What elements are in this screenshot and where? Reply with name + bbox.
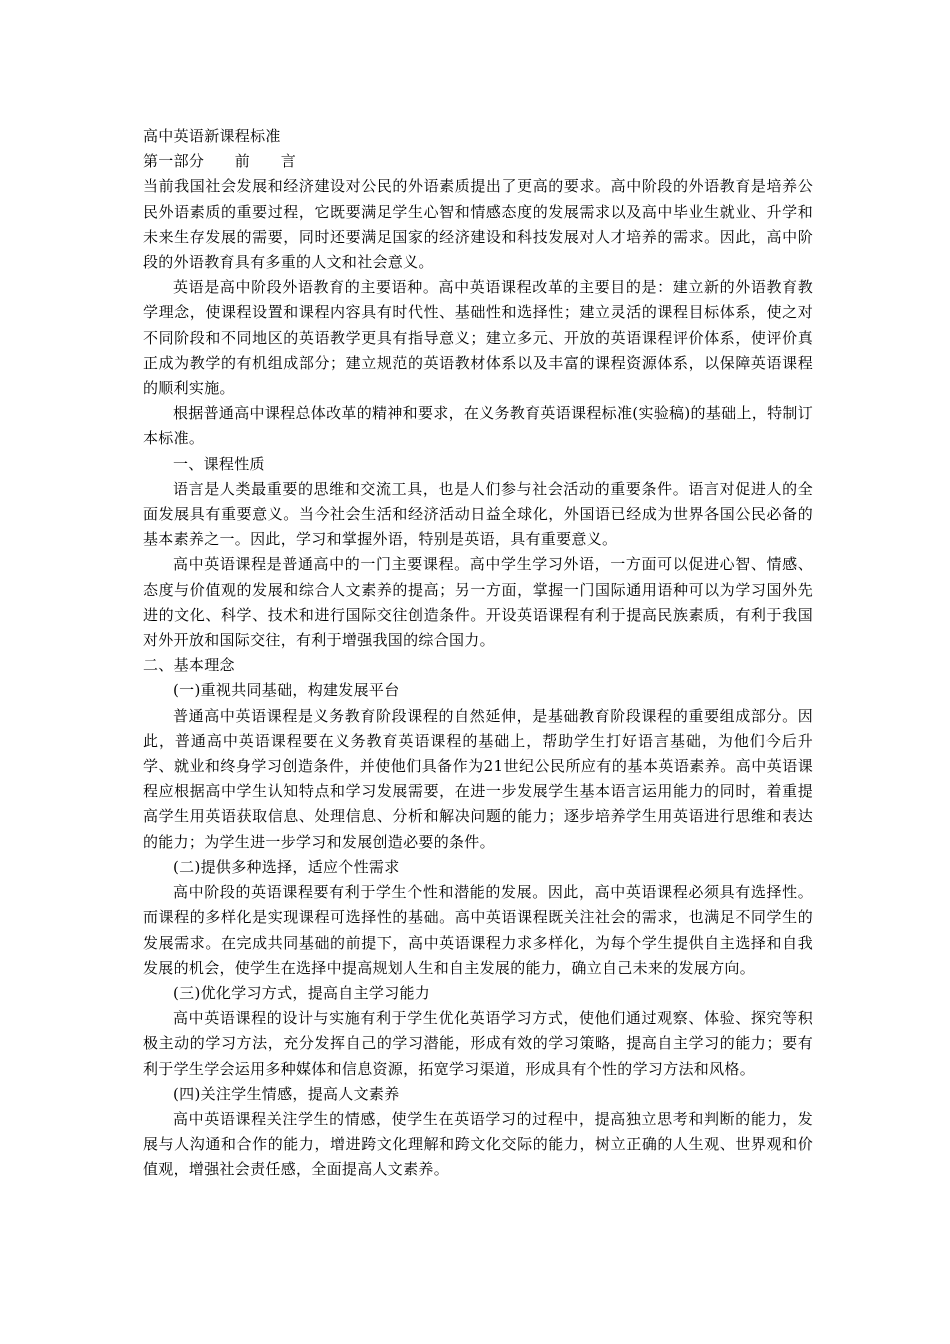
document-body: [143, 124, 813, 1183]
document-title: 高中英语新课程标准: [143, 127, 281, 145]
paragraph-language-importance: 语言是人类最重要的思维和交流工具，也是人们参与社会活动的重要条件。语言对促进人的全面发展具有重要意义。当今社会生活和经济活动日益全球化，外国语已经成为世界各国公民必备的基本素养之一。因此，学习和掌握外语，特别是英语，具有重要意义。: [143, 479, 813, 549]
paragraph-learning-methods: 高中英语课程的设计与实施有利于学生优化英语学习方式，使他们通过观察、体验、探究等积极主动的学习方法，充分发挥自己的学习潜能，形成有效的学习策略，提高自主学习的能力；要有利于学生学会运用多种媒体和信息资源，拓宽学习渠道，形成具有个性的学习方法和风格。: [143, 1009, 813, 1078]
paragraph-student-emotions: 高中英语课程关注学生的情感，使学生在英语学习的过程中，提高独立思考和判断的能力，发展与人沟通和合作的能力，增进跨文化理解和跨文化交际的能力，树立正确的人生观、世界观和价值观，增强社会责任感，全面提高人文素养。: [143, 1109, 813, 1179]
section-heading-course-nature: 一、课程性质: [173, 454, 265, 473]
section-heading-basic-concepts: 二、基本理念: [143, 656, 235, 675]
paragraph-basis: 根据普通高中课程总体改革的精神和要求，在义务教育英语课程标准(实验稿)的基础上，特制订本标准。: [143, 404, 813, 448]
part-heading: 第一部分 前 言: [143, 152, 297, 171]
paragraph-reform-goals: 英语是高中阶段外语教育的主要语种。高中英语课程改革的主要目的是：建立新的外语教育教学理念，使课程设置和课程内容具有时代性、基础性和选择性；建立灵活的课程目标体系，使之对不同阶段和不同地区的英语教学更具有指导意义；建立多元、开放的英语课程评价体系，使评价真正成为教学的有机组成部分；建立规范的英语教材体系以及丰富的课程资源体系，以保障英语课程的顺利实施。: [143, 278, 813, 398]
subheading-student-emotions: (四)关注学生情感，提高人文素养: [173, 1084, 400, 1103]
paragraph-course-role: 高中英语课程是普通高中的一门主要课程。高中学生学习外语，一方面可以促进心智、情感、态度与价值观的发展和综合人文素养的提高；另一方面，掌握一门国际通用语种可以为学习国外先进的文化、科学、技术和进行国际交往创造条件。开设英语课程有利于提高民族素质，有利于我国对外开放和国际交往，有利于增强我国的综合国力。: [143, 555, 813, 650]
paragraph-common-foundation: 普通高中英语课程是义务教育阶段课程的自然延伸，是基础教育阶段课程的重要组成部分。因此，普通高中英语课程要在义务教育英语课程的基础上，帮助学生打好语言基础，为他们今后升学、就业和终身学习创造条件，并使他们具备作为21世纪公民所应有的基本英语素养。高中英语课程应根据高中学生认知特点和学习发展需要，在进一步发展学生基本语言运用能力的同时，着重提高学生用英语获取信息、处理信息、分析和解决问题的能力；逐步培养学生用英语进行思维和表达的能力；为学生进一步学习和发展创造必要的条件。: [143, 706, 813, 851]
subheading-multiple-choices: (二)提供多种选择，适应个性需求: [173, 857, 400, 876]
subheading-common-foundation: (一)重视共同基础，构建发展平台: [173, 681, 400, 700]
subheading-learning-methods: (三)优化学习方式，提高自主学习能力: [173, 983, 431, 1002]
paragraph-intro: 当前我国社会发展和经济建设对公民的外语素质提出了更高的要求。高中阶段的外语教育是培养公民外语素质的重要过程，它既要满足学生心智和情感态度的发展需求以及高中毕业生就业、升学和未来生存发展的需要，同时还要满足国家的经济建设和科技发展对人才培养的需求。因此，高中阶段的外语教育具有多重的人文和社会意义。: [143, 177, 813, 272]
paragraph-multiple-choices: 高中阶段的英语课程要有利于学生个性和潜能的发展。因此，高中英语课程必须具有选择性。而课程的多样化是实现课程可选择性的基础。高中英语课程既关注社会的需求，也满足不同学生的发展需求。在完成共同基础的前提下，高中英语课程力求多样化，为每个学生提供自主选择和自我发展的机会，使学生在选择中提高规划人生和自主发展的能力，确立自己未来的发展方向。: [143, 883, 813, 977]
